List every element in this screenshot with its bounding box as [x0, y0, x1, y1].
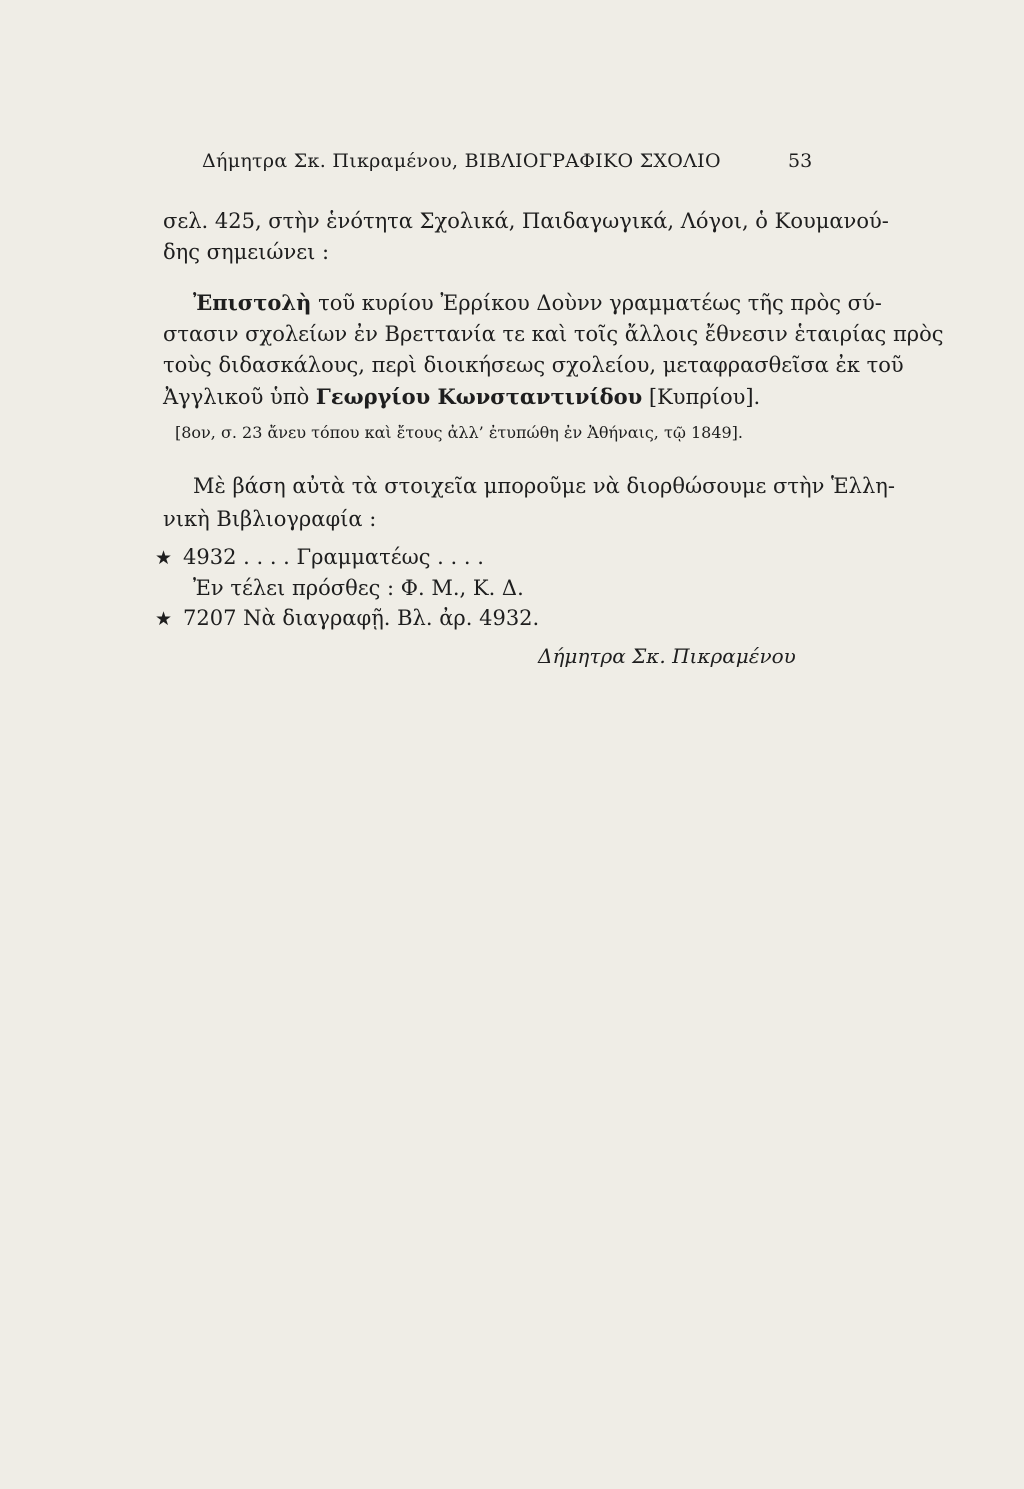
entry-note: [8ον, σ. 23 ἄνευ τόπου καὶ ἔτους ἀλλ’ ἐτυπώθη ἐν Ἀθήναις, τῷ 1849].	[175, 423, 744, 442]
entry-line-2: στασιν σχολείων ἐν Βρεττανία τε καὶ τοῖς ἄλλοις ἔθνεσιν ἑταιρίας πρὸς	[163, 322, 944, 346]
entry-line-1	[193, 290, 882, 315]
star-icon: ★	[155, 547, 173, 569]
running-head: Δήμητρα Σκ. Πικραμένου, ΒΙΒΛΙΟΓΡΑΦΙΚΟ ΣΧΟΛΙΟ	[202, 150, 721, 172]
star-icon: ★	[155, 608, 173, 630]
entry-line-1-rest: τοῦ κυρίου Ἐρρίκου Δοὺνν γραμματέως τῆς πρὸς σύ-	[311, 291, 882, 315]
entry-line-4	[163, 384, 760, 409]
entry-title: Ἐπιστολὴ	[193, 290, 312, 315]
list-item: 7207 Νὰ διαγραφῇ. Βλ. ἀρ. 4932.	[183, 606, 540, 630]
intro-line-1: σελ. 425, στὴν ἑνότητα Σχολικά, Παιδαγωγικά, Λόγοι, ὁ Κουμανού-	[163, 209, 889, 233]
entry-line-4-post: [Κυπρίου].	[642, 385, 761, 409]
correction-line-1: Μὲ βάση αὐτὰ τὰ στοιχεῖα μποροῦμε νὰ διορθώσουμε στὴν Ἑλλη-	[193, 474, 895, 498]
intro-line-2: δης σημειώνει :	[163, 240, 330, 264]
signature: Δήμητρα Σκ. Πικραμένου	[538, 644, 796, 668]
list-item: 4932 . . . . Γραμματέως . . . .	[183, 545, 484, 569]
entry-line-4-pre: Ἀγγλικοῦ ὑπὸ	[163, 385, 316, 409]
correction-line-2: νικὴ Βιβλιογραφία :	[163, 507, 377, 531]
entry-line-3: τοὺς διδασκάλους, περὶ διοικήσεως σχολείου, μεταφρασθεῖσα ἐκ τοῦ	[163, 353, 904, 377]
translator-name: Γεωργίου Κωνσταντινίδου	[315, 384, 643, 409]
list-item: Ἐν τέλει πρόσθες : Φ. Μ., Κ. Δ.	[193, 576, 524, 600]
page-number: 53	[788, 150, 813, 172]
